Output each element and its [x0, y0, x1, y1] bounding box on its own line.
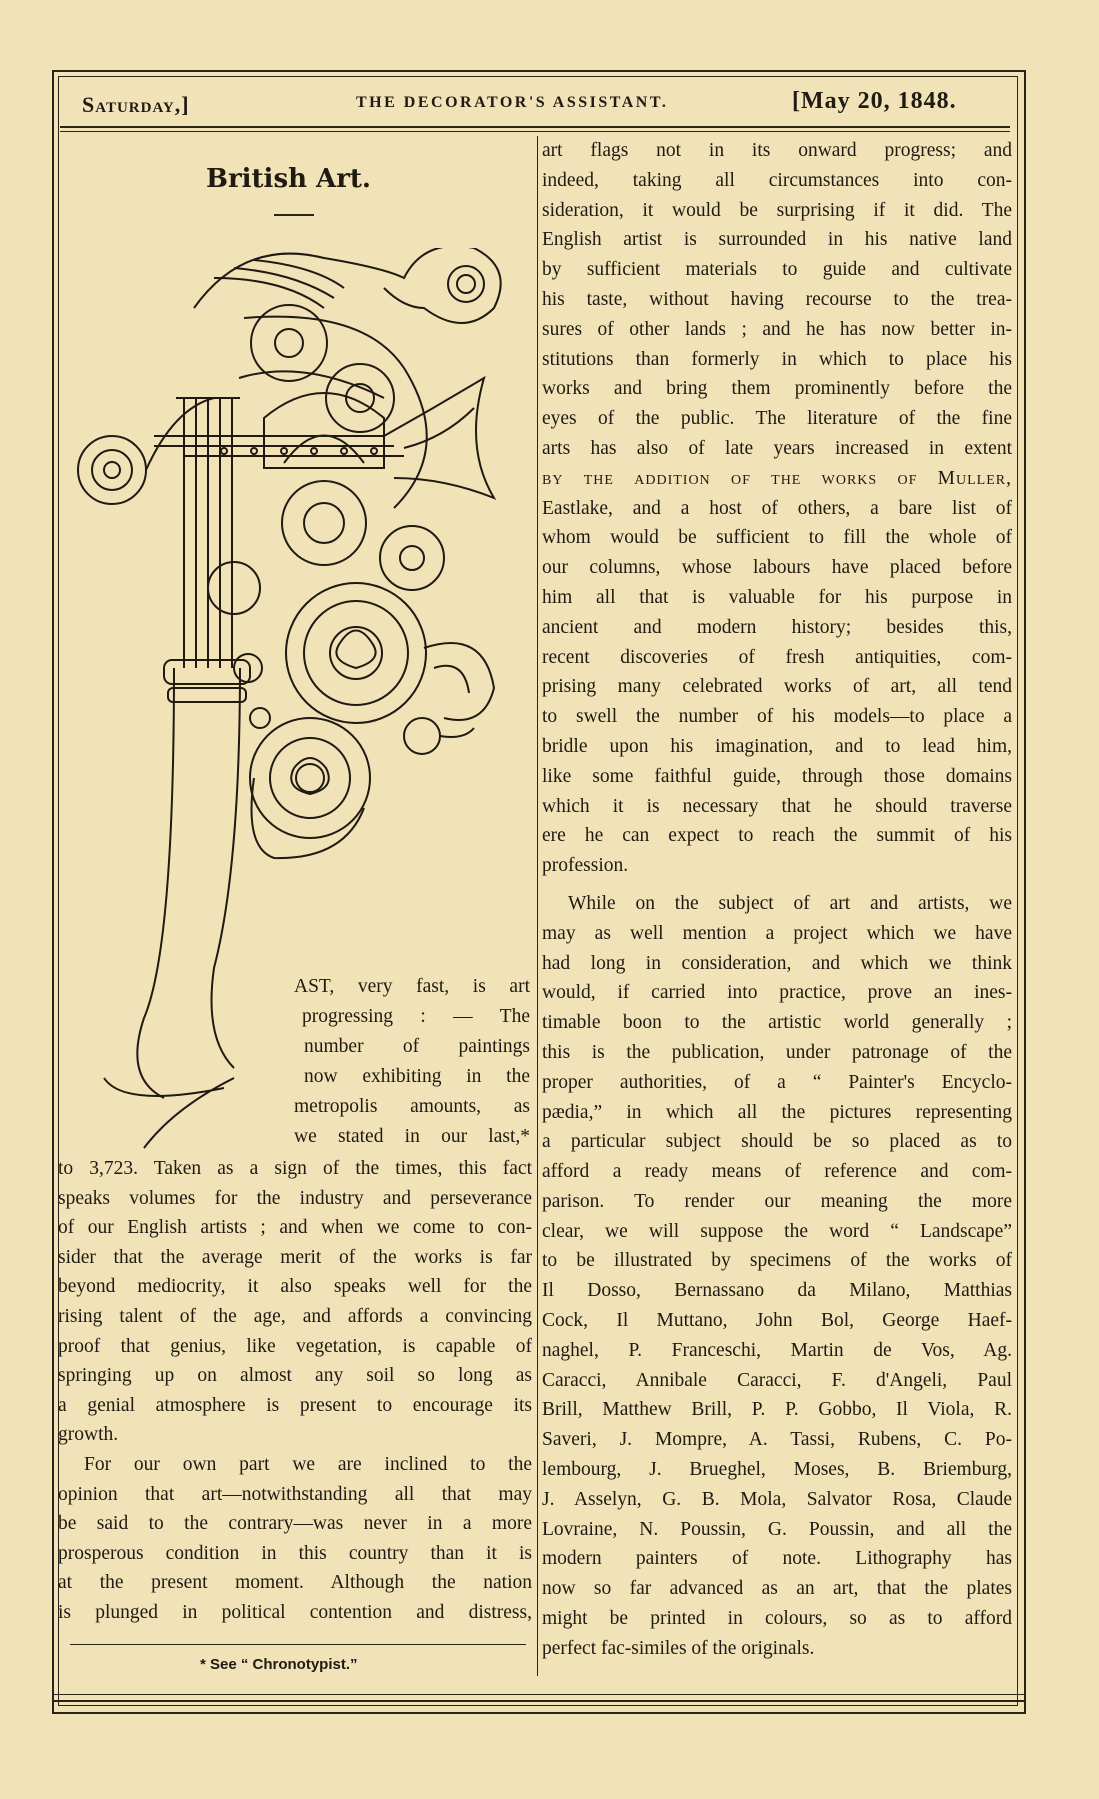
text-line: works and bring them prominently before the [542, 378, 1012, 400]
text-line: Eastlake, and a host of others, a bare list of [542, 497, 1012, 519]
text-line: afford a ready means of reference and com- [542, 1161, 1012, 1183]
text-line: growth. [58, 1424, 119, 1446]
text-line: may as well mention a project which we have [542, 922, 1012, 944]
text-line: proof that genius, like vegetation, is capable of [58, 1335, 532, 1357]
text-line: ere he can expect to reach the summit of his [542, 825, 1012, 847]
text-line: proper authorities, of a “ Painter's Encyclo- [542, 1071, 1012, 1093]
text-line: would, if carried into practice, prove an ines- [542, 982, 1012, 1004]
text-line: a genial atmosphere is present to encourage its [58, 1394, 532, 1416]
text-line: parison. To render our meaning the more [542, 1190, 1012, 1212]
text-line: perfect fac-similes of the originals. [542, 1637, 815, 1659]
text-line: Caracci, Annibale Caracci, F. d'Angeli, Paul [542, 1369, 1012, 1391]
text-line: our columns, whose labours have placed before [542, 557, 1012, 579]
text-line: is plunged in political contention and distress, [58, 1601, 532, 1623]
text-line: modern painters of note. Lithography has [542, 1548, 1012, 1570]
article-title: British Art. [206, 164, 371, 194]
bottom-rule-thick [52, 1700, 1024, 1702]
footnote: * See “ Chronotypist.” [200, 1656, 358, 1673]
right-column-text [542, 136, 1012, 1664]
header-journal-title: THE DECORATOR'S ASSISTANT. [356, 94, 669, 111]
header-rule [60, 126, 1010, 128]
header-date: [May 20, 1848. [792, 88, 957, 114]
text-line: to be illustrated by specimens of the works of [542, 1250, 1012, 1272]
text-line: sideration, it would be surprising if it did. The [542, 199, 1012, 221]
text-line: While on the subject of art and artists, we [568, 892, 1012, 914]
text-line: Lovraine, N. Poussin, G. Poussin, and all the [542, 1518, 1012, 1540]
text-line: recent discoveries of fresh antiquities, com- [542, 646, 1012, 668]
text-line: For our own part we are inclined to the [84, 1453, 532, 1475]
text-line: Brill, Matthew Brill, P. P. Gobbo, Il Viola, R. [542, 1399, 1012, 1421]
lead-paragraph [294, 972, 530, 1152]
text-line: now so far advanced as an art, that the plates [542, 1578, 1012, 1600]
left-column-text [58, 1154, 532, 1628]
text-line: eyes of the public. The literature of the fine [542, 408, 1012, 430]
text-line: lembourg, J. Brueghel, Moses, B. Briemburg, [542, 1459, 1012, 1481]
text-line: metropolis amounts, as [294, 1096, 530, 1117]
text-line: profession. [542, 855, 629, 877]
text-line: a particular subject should be so placed as to [542, 1131, 1012, 1153]
text-line: indeed, taking all circumstances into con- [542, 169, 1012, 191]
text-line: art flags not in its onward progress; and [542, 140, 1012, 161]
bottom-rule [52, 1694, 1024, 1695]
text-line: prosperous condition in this country than it is [58, 1542, 532, 1564]
footnote-rule [70, 1644, 526, 1645]
text-line: timable boon to the artistic world generally ; [542, 1012, 1012, 1034]
title-dash [274, 214, 314, 216]
text-line: Cock, Il Muttano, John Bol, George Haef- [542, 1310, 1012, 1332]
text-line: beyond mediocrity, it also speaks well for the [58, 1276, 532, 1298]
text-line: springing up on almost any soil so long as [58, 1365, 532, 1387]
column-divider [537, 136, 538, 1676]
text-line: sures of other lands ; and he has now better in- [542, 318, 1012, 340]
text-line: which it is necessary that he should traverse [542, 795, 1012, 817]
text-line: be said to the contrary—was never in a more [58, 1513, 532, 1535]
text-line: AST, very fast, is art [294, 976, 530, 997]
text-line: English artist is surrounded in his native land [542, 229, 1012, 251]
text-line: Saveri, J. Mompre, A. Tassi, Rubens, C. Po- [542, 1429, 1012, 1451]
text-line: rising talent of the age, and affords a convincing [58, 1305, 532, 1327]
running-head [60, 84, 1010, 120]
paragraph-gap [542, 881, 1012, 889]
text-line: prising many celebrated works of art, all tend [542, 676, 1012, 698]
text-line: whom would be sufficient to fill the whole of [542, 527, 1012, 549]
text-line: J. Asselyn, G. B. Mola, Salvator Rosa, Claude [542, 1488, 1012, 1510]
text-line: sider that the average merit of the works is far [58, 1246, 532, 1268]
text-line: progressing : — The [302, 1006, 530, 1027]
text-line: had long in consideration, and which we think [542, 952, 1012, 974]
text-line: bridle upon his imagination, and to lead him, [542, 735, 1012, 757]
text-line: now exhibiting in the [304, 1066, 530, 1087]
text-line: at the present moment. Although the nation [58, 1572, 532, 1594]
text-line: by sufficient materials to guide and cultivate [542, 259, 1012, 281]
text-line: number of paintings [304, 1036, 530, 1057]
header-day: Saturday,] [82, 92, 190, 117]
text-line: might be printed in colours, so as to afford [542, 1608, 1012, 1630]
text-line: stitutions than formerly in which to place his [542, 348, 1012, 370]
text-line: speaks volumes for the industry and perseverance [58, 1187, 532, 1209]
text-line: naghel, P. Franceschi, Martin de Vos, Ag. [542, 1339, 1012, 1361]
text-line: we stated in our last,* [294, 1126, 530, 1147]
text-line: of our English artists ; and when we come to con- [58, 1217, 532, 1239]
text-line: him all that is valuable for his purpose in [542, 586, 1012, 608]
text-line: opinion that art—notwithstanding all that may [58, 1483, 532, 1505]
text-line: clear, we will suppose the word “ Landscape” [542, 1220, 1012, 1242]
text-line: to swell the number of his models—to place a [542, 706, 1012, 728]
text-line: arts has also of late years increased in extent [542, 437, 1012, 459]
text-line: pædia,” in which all the pictures representing [542, 1101, 1012, 1123]
text-line: Il Dosso, Bernassano da Milano, Matthias [542, 1280, 1012, 1302]
text-line: to 3,723. Taken as a sign of the times, this fact [58, 1158, 532, 1179]
header-rule-thin [60, 131, 1010, 132]
text-line: this is the publication, under patronage of the [542, 1041, 1012, 1063]
text-line: his taste, without having recourse to the trea- [542, 288, 1012, 310]
text-line: by the addition of the works of Muller, [542, 467, 1012, 489]
text-line: like some faithful guide, through those domains [542, 765, 1012, 787]
text-line: ancient and modern history; besides this, [542, 616, 1012, 638]
